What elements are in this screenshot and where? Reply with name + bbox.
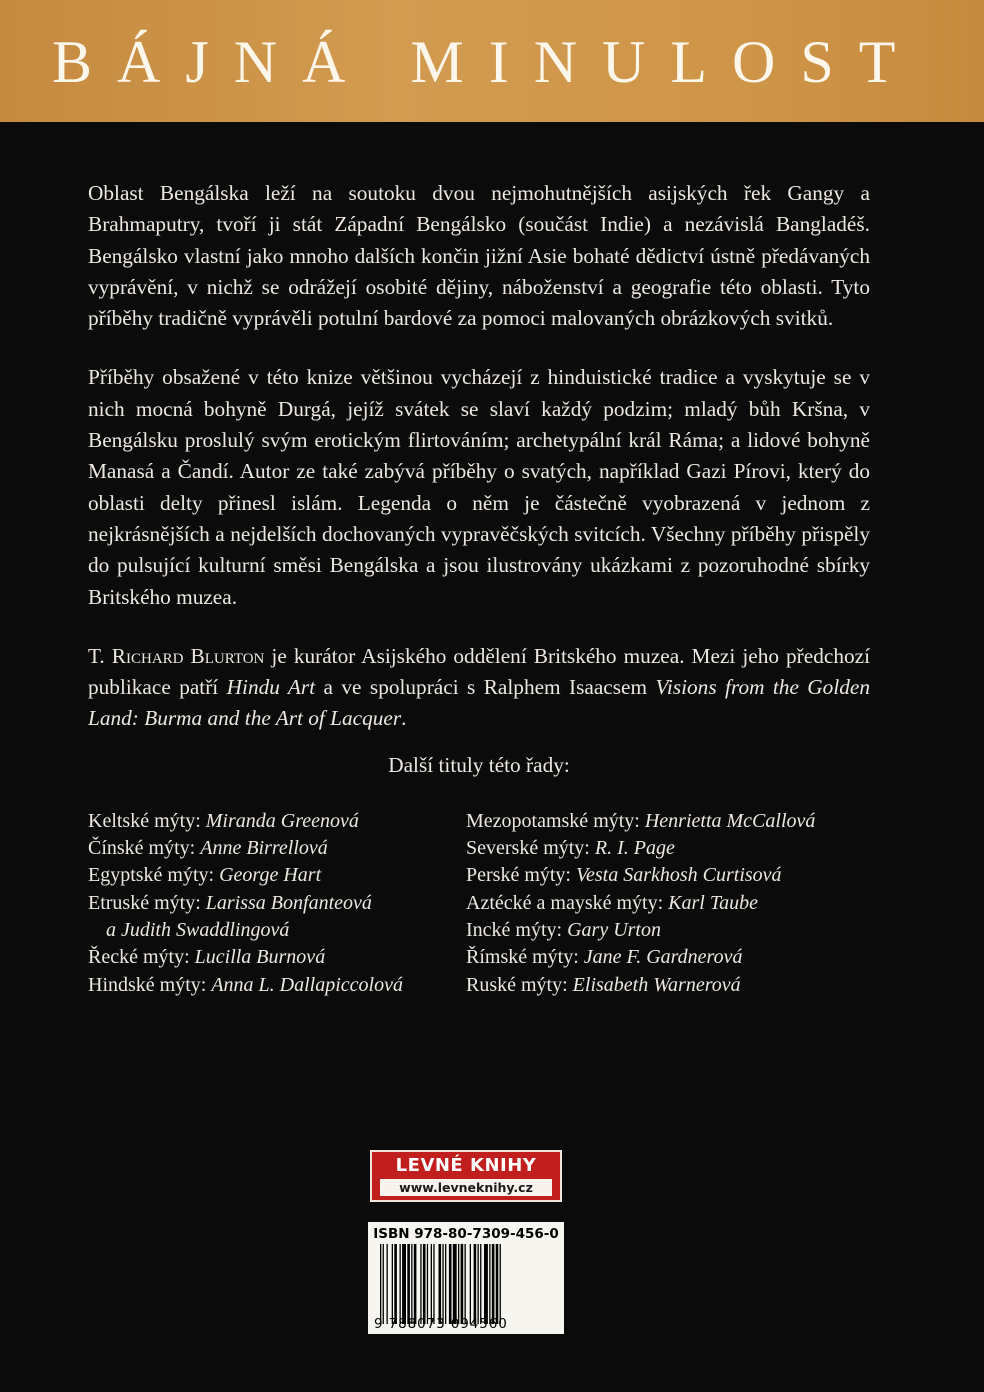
series-title-row (466, 835, 870, 862)
series-title-row (88, 944, 466, 971)
back-cover-text (88, 178, 870, 999)
series-book-title: Římské mýty: (466, 946, 584, 969)
author-name: T. Richard Blurton (88, 643, 265, 668)
series-book-author: Anne Birrellová (200, 837, 328, 860)
series-book-title: Řecké mýty: (88, 946, 195, 969)
series-title-row (466, 890, 870, 917)
series-banner (0, 0, 984, 122)
series-book-title: Incké mýty: (466, 918, 568, 941)
isbn-label: ISBN 978-80-7309-456-0 (373, 1226, 559, 1242)
series-title-row (88, 835, 466, 862)
series-title-row (88, 890, 466, 917)
series-book-title: Čínské mýty: (88, 837, 201, 860)
series-book-author: Gary Urton (567, 918, 661, 941)
series-title-row (88, 808, 466, 835)
series-book-title: Keltské mýty: (88, 809, 206, 832)
publisher-url: www.levneknihy.cz (380, 1179, 552, 1196)
publisher-logo (370, 1150, 562, 1202)
series-column-right (466, 808, 870, 999)
series-titles (88, 808, 870, 999)
barcode-box (368, 1222, 564, 1334)
series-book-author: Henrietta McCallová (644, 809, 816, 832)
series-book-title: Severské mýty: (466, 837, 595, 860)
series-book-author: Karl Taube (668, 891, 758, 914)
series-book-title: Mezopotamské mýty: (466, 809, 645, 832)
series-book-title: Ruské mýty: (466, 973, 573, 996)
series-heading: Další tituly této řady: (388, 752, 570, 777)
author-bio (88, 641, 870, 735)
series-book-title: Egyptské mýty: (88, 864, 220, 887)
series-title-row (466, 808, 870, 835)
description-paragraph-1: Oblast Bengálska leží na soutoku dvou nejmohutnějších asijských řek Gangy a Brahmaputry, tvoří ji stát Západní Bengálsko (součást Indie) a nezávislá Bangladéš. Bengálsko vlastní jako mnoho dalších končin jižní Asie bohaté dědictví ústně předávaných vyprávění, v nichž se odrážejí osobité dějiny, náboženství a geografie této oblasti. Tyto příběhy tradičně vyprávěli potulní bardové za pomoci malovaných obrázkových svitků. (88, 181, 870, 331)
series-book-title: Perské mýty: (466, 864, 576, 887)
series-book-author: Lucilla Burnová (194, 946, 326, 969)
series-title-row (466, 944, 870, 971)
author-bio-text-3: . (401, 706, 407, 731)
publisher-name: LEVNÉ KNIHY (395, 1155, 537, 1176)
series-book-title: Etruské mýty: (88, 891, 206, 914)
author-bio-text-2: a ve spolupráci s Ralphem Isaacsem (315, 675, 656, 700)
series-book-author: Vesta Sarkhosh Curtisová (576, 864, 782, 887)
series-book-author: Miranda Greenová (205, 809, 359, 832)
series-title: BÁJNÁ MINULOST (52, 29, 921, 95)
series-book-author: Jane F. Gardnerová (583, 946, 743, 969)
series-title-row (466, 917, 870, 944)
ean-digits: 9 788073 094560 (374, 1316, 508, 1332)
series-column-left (88, 808, 466, 999)
series-book-title: Hindské mýty: (88, 973, 212, 996)
series-book-title: Aztécké a mayské mýty: (466, 891, 669, 914)
series-title-row (466, 862, 870, 889)
series-book-author: Larissa Bonfanteová (205, 891, 372, 914)
author-book-2: Visions from the Golden Land: Burma and the Art of Lacquer (88, 675, 870, 731)
series-title-row (88, 862, 466, 889)
barcode-bars (380, 1244, 552, 1324)
series-title-row (88, 917, 466, 944)
series-title-row (466, 972, 870, 999)
author-book-1: Hindu Art (226, 675, 316, 700)
author-bio-text-1: je kurátor Asijského oddělení Britského muzea. Mezi jeho předchozí publikace patří (88, 643, 870, 700)
description-paragraph-2: Příběhy obsažené v této knize většinou vycházejí z hinduistické tradice a vyskytuje se v nich mocná bohyně Durgá, jejíž svátek se slaví každý podzim; mladý bůh Kršna, v Bengálsku proslulý svým erotickým flirtováním; archetypální král Ráma; a lidové bohyně Manasá a Čandí. Autor ze také zabývá příběhy o svatých, například Gazi Pírovi, který do oblasti delty přinesl islám. Legenda o něm je částečně vyobrazená v jednom z nejkrásnějších a nejdelších dochovaných vypravěčských svitcích. Všechny příběhy přispěly do pulsující kulturní směsi Bengálska a jsou ilustrovány ukázkami z pozoruhodné sbírky Britského muzea. (88, 365, 870, 609)
series-book-author: Anna L. Dallapiccolová (211, 973, 403, 996)
series-book-author: a Judith Swaddlingová (106, 918, 290, 941)
series-book-author: George Hart (219, 864, 322, 887)
series-book-author: Elisabeth Warnerová (572, 973, 741, 996)
series-title-row (88, 972, 466, 999)
series-book-author: R. I. Page (594, 837, 675, 860)
